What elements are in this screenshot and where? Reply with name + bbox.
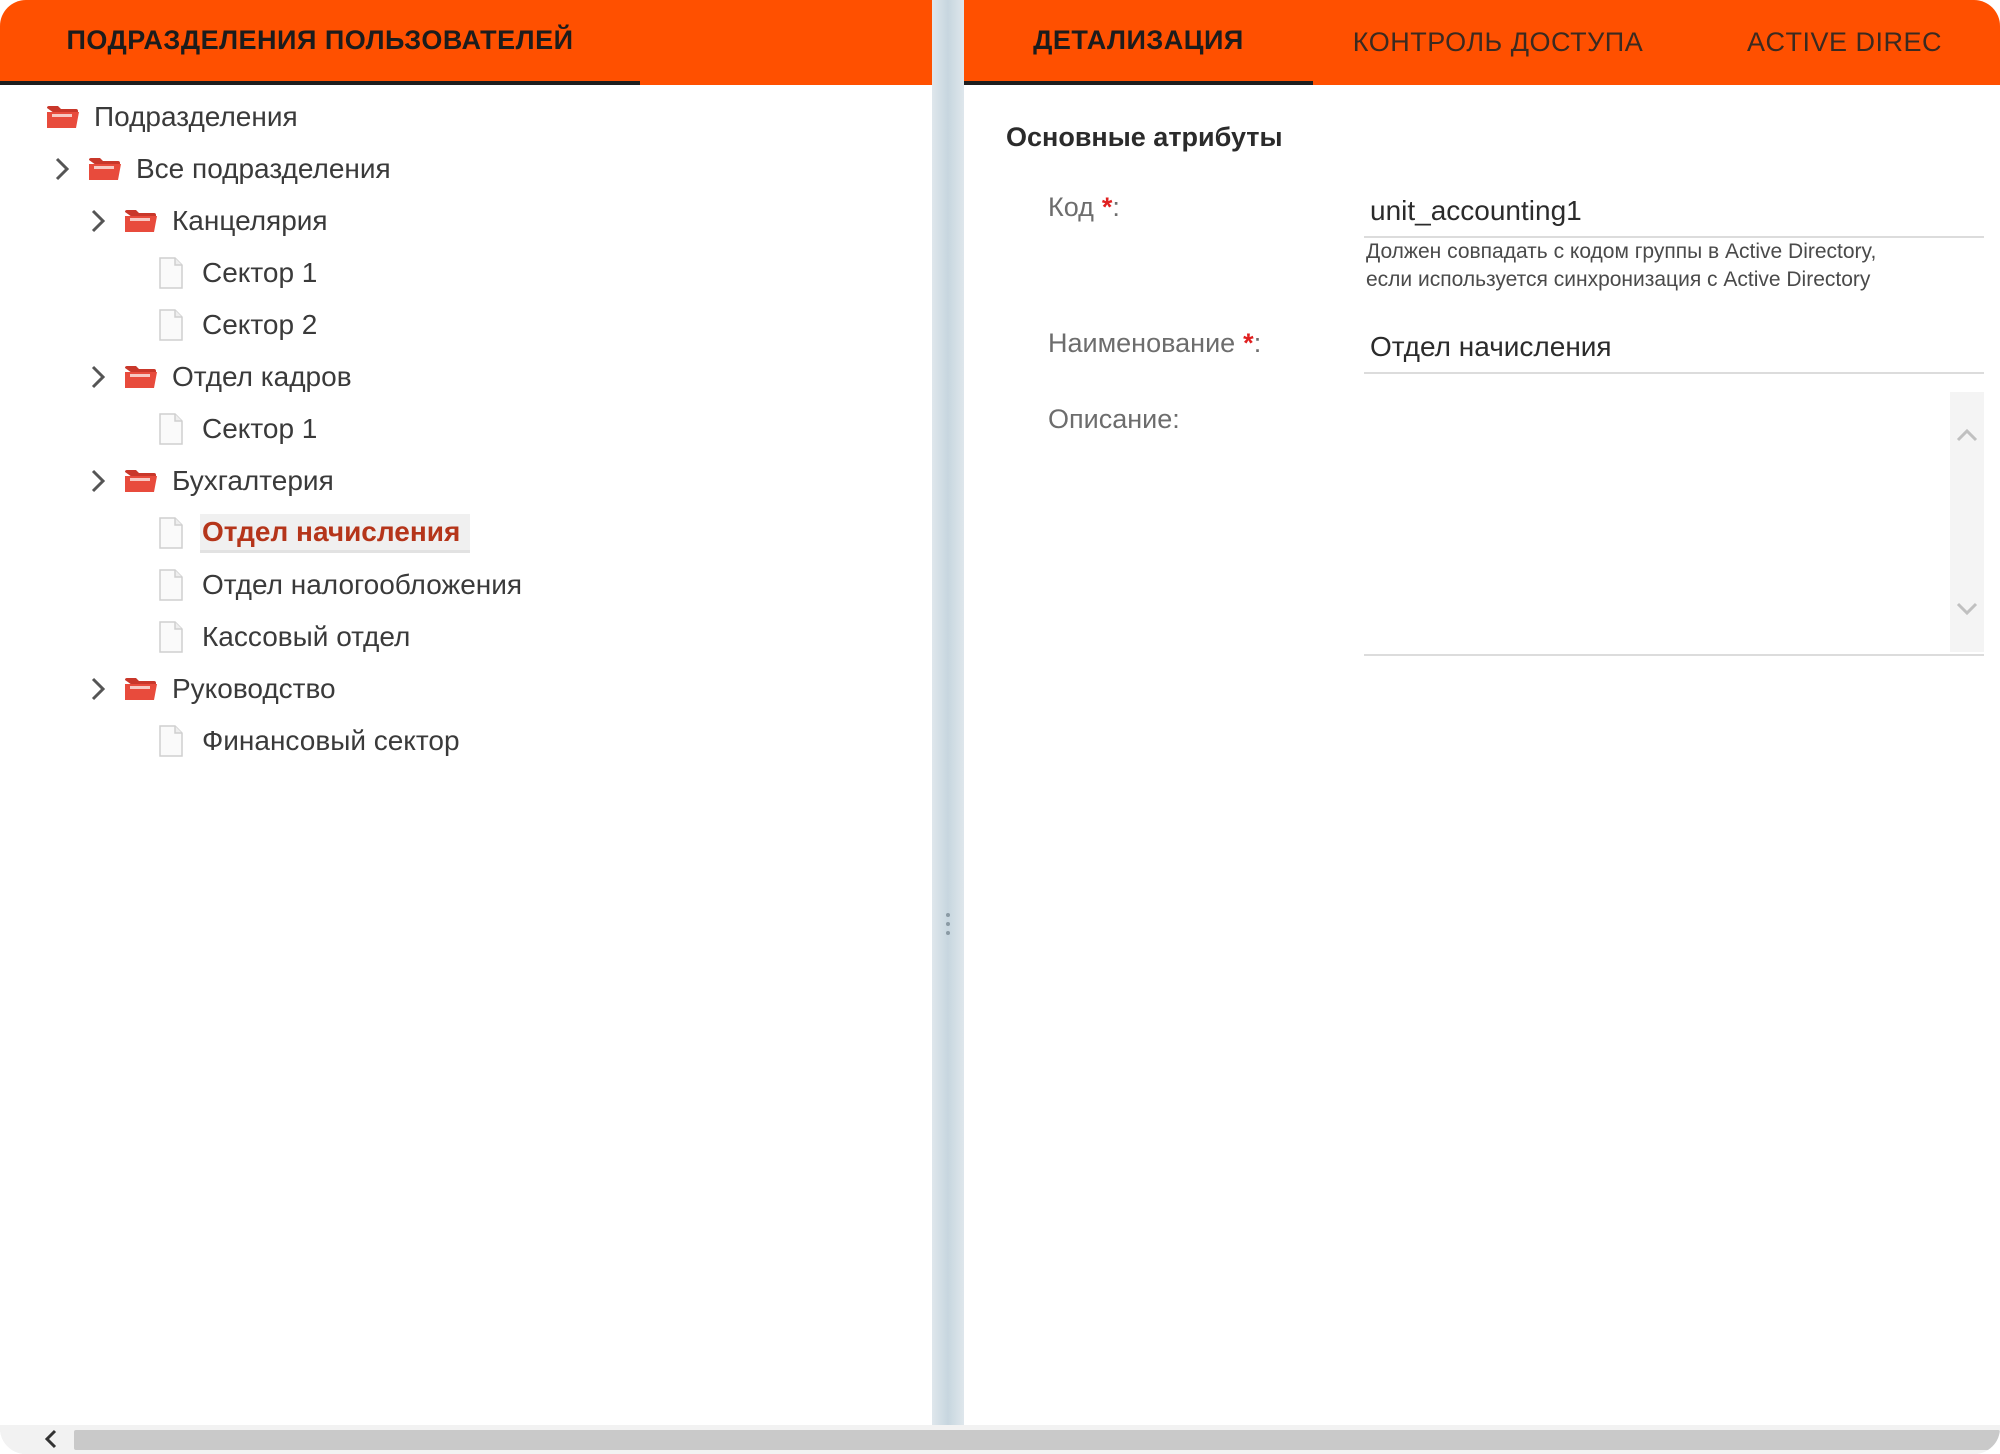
description-label: Описание: [1048,404,1180,434]
tree-item-label: Сектор 1 [202,413,318,444]
code-hint-line-1: Должен совпадать с кодом группы в Active Directory, [1366,240,1877,263]
section-title: Основные атрибуты [1006,122,1283,152]
file-icon [158,257,184,289]
horizontal-scrollbar[interactable] [0,1425,2000,1454]
code-label-text: Код [1048,192,1094,222]
tree-item[interactable] [158,560,524,610]
name-label-suffix: : [1253,328,1262,358]
details-tabs [964,0,2000,85]
name-field[interactable] [1364,322,1984,374]
chevron-left-icon[interactable] [40,1427,64,1451]
required-mark: * [1101,192,1113,222]
code-label-suffix: : [1112,192,1120,222]
tree-item[interactable] [158,508,470,558]
tree-item[interactable] [86,196,330,246]
tab-details[interactable]: ДЕТАЛИЗАЦИЯ [964,0,1313,85]
file-icon [158,725,184,757]
splitter-grip-icon[interactable] [946,913,950,940]
tree-item-label: Финансовый сектор [202,725,460,756]
units-panel [0,0,932,1425]
chevron-right-icon[interactable] [50,149,74,189]
description-scrollbar[interactable] [1950,392,1984,652]
tree-item[interactable] [86,352,354,402]
tree-item-label: Отдел кадров [172,361,352,392]
required-mark: * [1243,328,1254,358]
panel-splitter[interactable] [932,0,964,1425]
file-icon [158,621,184,653]
tree-item-label: Сектор 1 [202,257,318,288]
tree-item[interactable] [50,144,393,194]
tree-item[interactable] [46,92,300,142]
details-panel [964,0,2000,1425]
chevron-right-icon[interactable] [86,461,110,501]
tree-item-label: Подразделения [94,101,298,132]
folder-open-icon [124,364,158,390]
units-panel-header [0,0,932,85]
chevron-right-icon[interactable] [86,669,110,709]
chevron-up-icon[interactable] [1955,424,1979,448]
name-label-text: Наименование [1048,328,1236,358]
tree-item-label: Отдел налогообложения [202,569,523,600]
tab-access-control[interactable]: КОНТРОЛЬ ДОСТУПА [1352,27,1644,57]
folder-open-icon [124,676,158,702]
description-field[interactable] [1364,392,1949,650]
description-wrap [1364,392,1984,656]
file-icon [158,517,184,549]
folder-open-icon [88,156,122,182]
chevron-right-icon[interactable] [86,201,110,241]
tree-item[interactable] [86,456,336,506]
tab-user-units[interactable]: ПОДРАЗДЕЛЕНИЯ ПОЛЬЗОВАТЕЛЕЙ [0,0,640,85]
tree-item[interactable] [158,300,319,350]
chevron-right-icon[interactable] [86,357,110,397]
code-hint [1366,238,1986,294]
code-label [1048,192,1120,223]
folder-open-icon [46,104,80,130]
tree-item-label: Отдел начисления [200,514,470,553]
tab-active-directory[interactable]: ACTIVE DIREC [1747,27,1943,57]
folder-open-icon [124,208,158,234]
name-label [1048,328,1261,359]
file-icon [158,569,184,601]
tree-item-label: Канцелярия [172,205,328,236]
file-icon [158,413,184,445]
tree-item[interactable] [158,716,462,766]
chevron-down-icon[interactable] [1955,596,1979,620]
tree-item[interactable] [86,664,338,714]
code-field[interactable] [1364,186,1984,238]
file-icon [158,309,184,341]
tree-item-label: Руководство [172,673,336,704]
scrollbar-thumb[interactable] [74,1430,2000,1450]
tree-item-label: Бухгалтерия [172,465,334,496]
tree-item[interactable] [158,248,319,298]
code-hint-line-2: если используется синхронизация с Active Directory [1366,268,1871,291]
tree-item[interactable] [158,404,319,454]
tree-item[interactable] [158,612,412,662]
tree-item-label: Все подразделения [136,153,391,184]
tree-item-label: Кассовый отдел [202,621,411,652]
tree-item-label: Сектор 2 [202,309,318,340]
folder-open-icon [124,468,158,494]
